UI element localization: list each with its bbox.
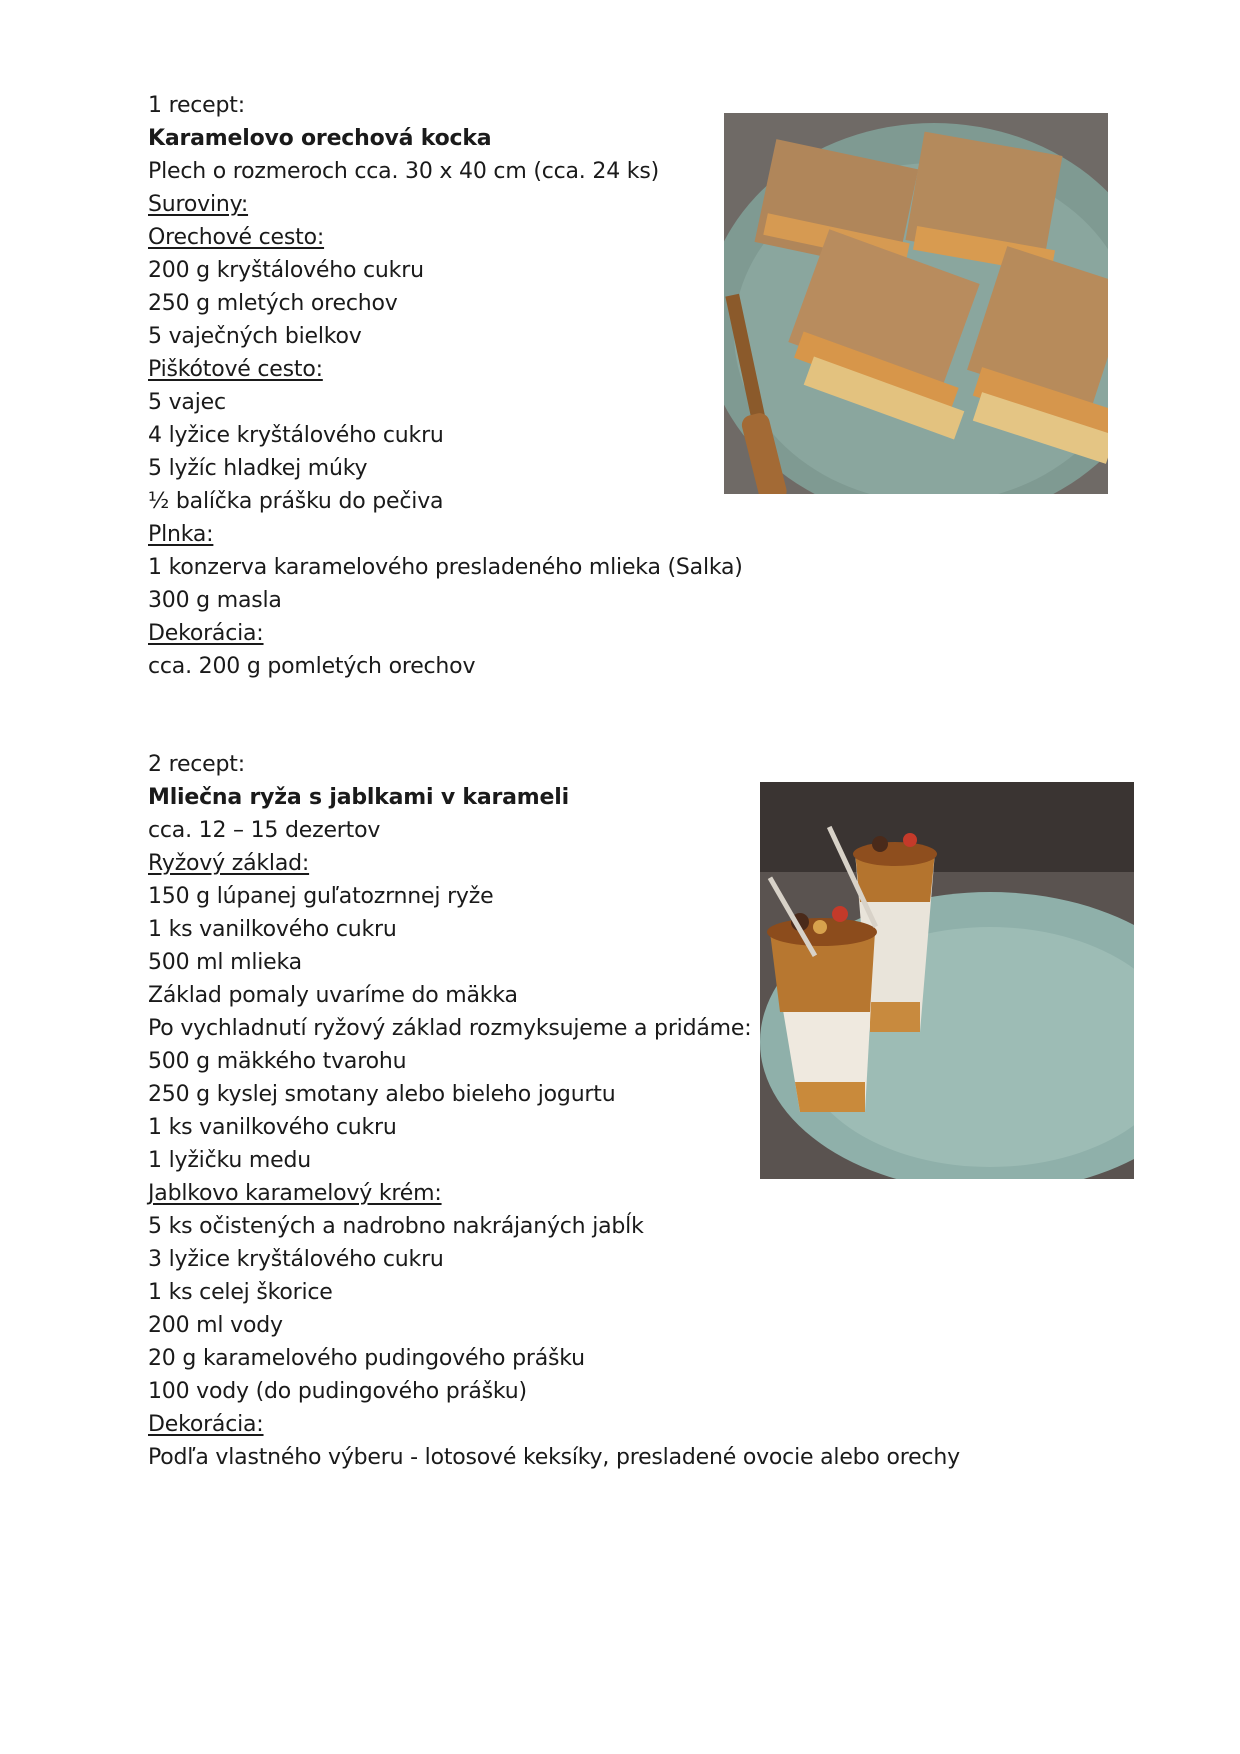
recipe-title: Karamelovo orechová kocka — [148, 126, 492, 151]
ingredient-line: 5 lyžíc hladkej múky — [148, 456, 368, 481]
ingredient-line: 200 g kryštálového cukru — [148, 258, 424, 283]
ingredient-line: 300 g masla — [148, 588, 282, 613]
recipe-number: 2 recept: — [148, 752, 245, 777]
ingredient-line: Po vychladnutí ryžový základ rozmyksujeme a pridáme: — [148, 1016, 752, 1041]
ingredient-line: 250 g kyslej smotany alebo bieleho jogurtu — [148, 1082, 616, 1107]
ingredient-line: 3 lyžice kryštálového cukru — [148, 1247, 444, 1272]
decoration-heading: Dekorácia: — [148, 621, 264, 646]
ingredient-line: 500 ml mlieka — [148, 950, 302, 975]
sponge-dough-heading: Piškótové cesto: — [148, 357, 323, 382]
cake-photo — [724, 113, 1108, 494]
ingredient-line: 1 lyžičku medu — [148, 1148, 311, 1173]
ingredient-line: Podľa vlastného výberu - lotosové keksíky, presladené ovocie alebo orechy — [148, 1445, 960, 1470]
ingredient-line: Základ pomaly uvaríme do mäkka — [148, 983, 518, 1008]
ingredient-line: 500 g mäkkého tvarohu — [148, 1049, 407, 1074]
ingredient-line: 1 ks vanilkového cukru — [148, 1115, 397, 1140]
walnut-dough-heading: Orechové cesto: — [148, 225, 325, 250]
recipe-yield: cca. 12 – 15 dezertov — [148, 818, 381, 843]
ingredient-line: 200 ml vody — [148, 1313, 283, 1338]
decoration-heading: Dekorácia: — [148, 1412, 264, 1437]
rice-dessert-photo — [760, 782, 1134, 1179]
ingredient-line: 5 vajec — [148, 390, 226, 415]
recipe-title: Mliečna ryža s jablkami v karameli — [148, 785, 569, 810]
ingredient-line: 1 konzerva karamelového presladeného mlieka (Salka) — [148, 555, 743, 580]
ingredient-line: cca. 200 g pomletých orechov — [148, 654, 476, 679]
ingredient-line: 4 lyžice kryštálového cukru — [148, 423, 444, 448]
apple-caramel-cream-heading: Jablkovo karamelový krém: — [148, 1181, 442, 1206]
recipe-size: Plech o rozmeroch cca. 30 x 40 cm (cca. 24 ks) — [148, 159, 659, 184]
filling-heading: Plnka: — [148, 522, 214, 547]
ingredient-line: 150 g lúpanej guľatozrnnej ryže — [148, 884, 494, 909]
ingredients-heading: Suroviny: — [148, 192, 249, 217]
ingredient-line: 1 ks vanilkového cukru — [148, 917, 397, 942]
ingredient-line: 20 g karamelového pudingového prášku — [148, 1346, 585, 1371]
recipe-number: 1 recept: — [148, 93, 245, 118]
ingredient-line: 5 ks očistených a nadrobno nakrájaných jabĺk — [148, 1214, 644, 1239]
ingredient-line: 100 vody (do pudingového prášku) — [148, 1379, 527, 1404]
ingredient-line: ½ balíčka prášku do pečiva — [148, 489, 444, 514]
rice-base-heading: Ryžový základ: — [148, 851, 310, 876]
ingredient-line: 5 vaječných bielkov — [148, 324, 362, 349]
ingredient-line: 250 g mletých orechov — [148, 291, 398, 316]
ingredient-line: 1 ks celej škorice — [148, 1280, 333, 1305]
